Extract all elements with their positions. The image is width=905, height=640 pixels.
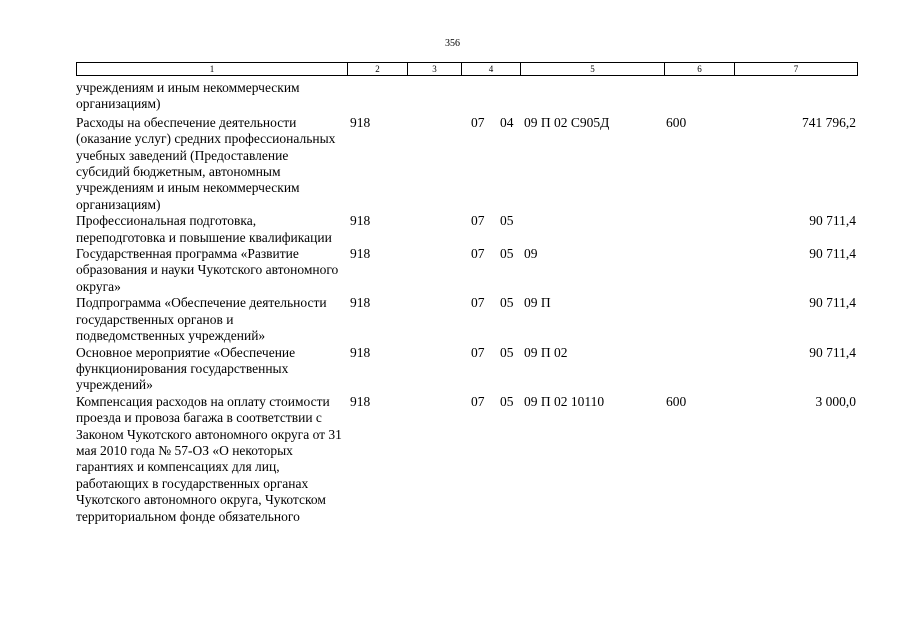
column-number-header (76, 62, 858, 76)
row-name: Профессиональная подготовка, переподготовка и повышение квалификации (76, 213, 332, 245)
header-col-3: 3 (408, 63, 462, 76)
header-col-4: 4 (462, 63, 521, 76)
row-vr (664, 295, 734, 344)
row-csr: 09 П (524, 295, 551, 311)
table-row (76, 80, 857, 115)
row-vr: 600 (666, 114, 687, 130)
row-name: учреждениям и иным некоммерческим организациям) (76, 80, 300, 112)
row-vr (664, 80, 734, 115)
row-name: Подпрограмма «Обеспечение деятельности государственных органов и подведомственных учреждений» (76, 295, 327, 344)
row-vr (664, 213, 734, 246)
row-razdel: 07 (471, 246, 485, 262)
row-csr (520, 213, 664, 246)
row-sum: 741 796,2 (802, 114, 856, 130)
row-csr: 09 П 02 (524, 344, 568, 360)
header-col-1: 1 (77, 63, 348, 76)
row-name: Расходы на обеспечение деятельности (оказание услуг) средних профессиональных учебных заведений (Предоставление субсидий бюджетным, автономным учреждениям и иным некоммерческим организациям) (76, 114, 336, 212)
table-row (76, 394, 857, 525)
row-razdel: 07 (471, 114, 485, 130)
row-csr: 09 П 02 10110 (524, 393, 605, 409)
row-razdel: 07 (471, 344, 485, 360)
row-podrazdel: 05 (500, 393, 514, 409)
row-csr: 09 (524, 246, 538, 262)
row-podrazdel (461, 80, 520, 115)
row-podrazdel: 05 (500, 295, 514, 311)
row-grbs: 918 (350, 295, 371, 311)
page-number: 356 (445, 38, 460, 49)
row-razdel: 07 (471, 393, 485, 409)
row-grbs: 918 (350, 114, 371, 130)
row-razdel: 07 (471, 295, 485, 311)
row-name: Основное мероприятие «Обеспечение функционирования государственных учреждений» (76, 344, 296, 393)
table-row (76, 213, 857, 246)
header-col-2: 2 (348, 63, 408, 76)
row-grbs: 918 (350, 213, 371, 229)
row-name: Компенсация расходов на оплату стоимости проезда и провоза багажа в соответствии с Законом Чукотского автономного округа от 31 мая 2010 года № 57-ОЗ «О некоторых гарантиях и компенсациях для лиц, работающих в государственных органах Чукотского автономного округа, Чукотском территориальном фонде обязательного (76, 393, 342, 524)
row-podrazdel: 04 (500, 114, 514, 130)
budget-table (76, 80, 857, 525)
table-row (76, 295, 857, 344)
row-grbs: 918 (350, 393, 371, 409)
row-csr: 09 П 02 С905Д (524, 114, 610, 130)
row-csr (520, 80, 664, 115)
row-grbs: 918 (350, 246, 371, 262)
row-sum: 90 711,4 (809, 295, 856, 311)
row-podrazdel: 05 (500, 344, 514, 360)
row-vr: 600 (666, 393, 687, 409)
header-col-5: 5 (521, 63, 665, 76)
row-podrazdel: 05 (500, 213, 514, 229)
table-row (76, 115, 857, 213)
header-col-7: 7 (735, 63, 858, 76)
row-vr (664, 345, 734, 394)
header-row (77, 63, 858, 76)
table-row (76, 345, 857, 394)
row-name: Государственная программа «Развитие образования и науки Чукотского автономного округа» (76, 246, 339, 294)
row-razdel (407, 80, 461, 115)
row-grbs: 918 (350, 344, 371, 360)
row-grbs (347, 80, 407, 115)
row-sum: 90 711,4 (809, 344, 856, 360)
table-row (76, 246, 857, 295)
row-razdel: 07 (471, 213, 485, 229)
row-sum: 90 711,4 (809, 213, 856, 229)
header-col-6: 6 (665, 63, 735, 76)
row-sum: 90 711,4 (809, 246, 856, 262)
row-podrazdel: 05 (500, 246, 514, 262)
row-sum (734, 80, 857, 115)
row-sum: 3 000,0 (815, 393, 856, 409)
row-vr (664, 246, 734, 295)
